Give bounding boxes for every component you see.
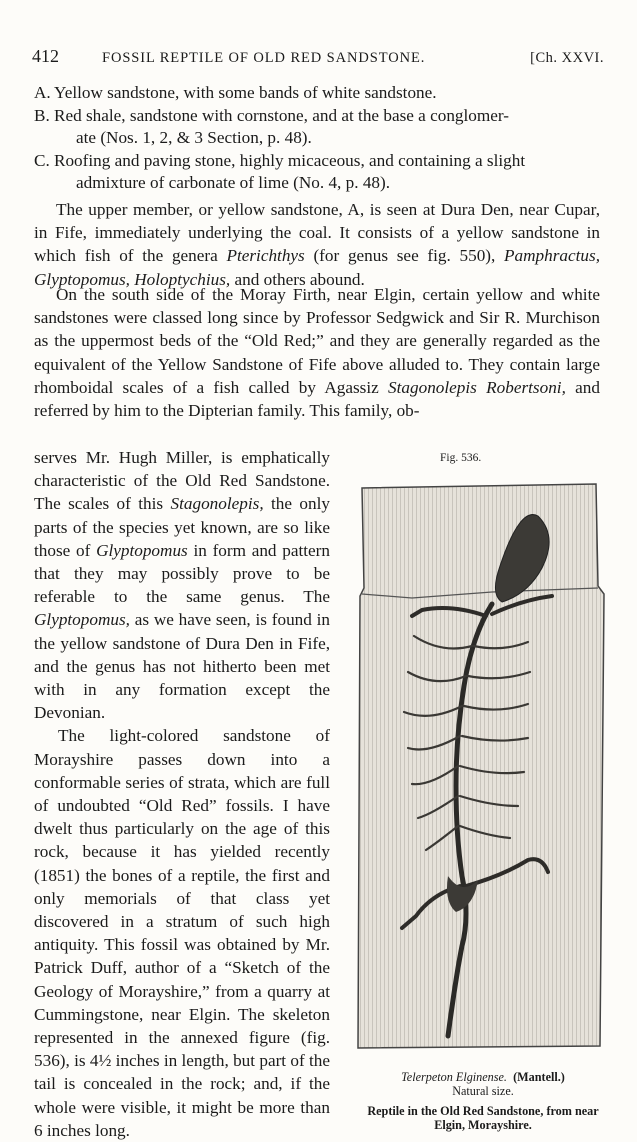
rock-slab bbox=[358, 484, 604, 1048]
species-name: Stagonolepis Robertsoni, bbox=[388, 377, 566, 397]
list-item-text: Yellow sandstone, with some bands of white sandstone. bbox=[54, 83, 437, 102]
strata-list bbox=[34, 82, 600, 195]
genus-names: Pamphractus, Glyptopomus, Holoptychius, bbox=[34, 246, 600, 289]
genus-name: Glyptopomus, bbox=[34, 610, 130, 630]
chapter-label: [Ch. XXVI. bbox=[530, 50, 604, 66]
para-text: as we have seen, is found in the yellow sandstone of Dura Den in Fife, and the genus has not hitherto been met with in any formation except the Devonian. bbox=[34, 610, 330, 723]
caption-author: (Mantell.) bbox=[513, 1070, 565, 1084]
figure-label: Fig. 536. bbox=[440, 452, 482, 464]
genus-name: Stagonolepis, bbox=[170, 494, 264, 514]
list-item bbox=[34, 150, 600, 195]
genus-name: Pterichthys bbox=[226, 246, 305, 266]
running-title: FOSSIL REPTILE OF OLD RED SANDSTONE. bbox=[102, 50, 426, 66]
list-item-label: B. bbox=[34, 105, 50, 125]
list-item bbox=[34, 105, 600, 150]
text-column bbox=[34, 446, 330, 1142]
list-item-continuation: ate (Nos. 1, 2, & 3 Section, p. 48). bbox=[76, 128, 312, 147]
caption-size: Natural size. bbox=[452, 1084, 514, 1098]
caption-species: Telerpeton Elginense. bbox=[401, 1070, 507, 1084]
list-item bbox=[34, 82, 600, 105]
genus-name: Glyptopomus bbox=[96, 540, 188, 560]
figure-caption bbox=[352, 1070, 614, 1132]
para-text: the only parts of the species yet known, are so like those of bbox=[34, 494, 330, 560]
paragraph-moray-firth bbox=[34, 283, 600, 422]
para-text: and others abound. bbox=[230, 269, 365, 289]
para-text: (for genus see fig. 550), bbox=[304, 246, 505, 266]
list-item-label: C. bbox=[34, 150, 50, 170]
paragraph-dura-den bbox=[34, 198, 600, 291]
list-item-label: A. bbox=[34, 83, 51, 102]
list-item-continuation: admixture of carbonate of lime (No. 4, p. 48). bbox=[76, 173, 391, 192]
para-text: in form and pattern that they may possibly prove to be referable to the same genus. The bbox=[34, 540, 330, 607]
list-item-text: Red shale, sandstone with cornstone, and at the base a conglomer- bbox=[54, 105, 509, 125]
list-item-text: Roofing and paving stone, highly micaceous, and containing a slight bbox=[54, 150, 526, 170]
page-number: 412 bbox=[32, 46, 59, 66]
para-text: On the south side of the Moray Firth, near Elgin, certain yellow and white sandstones were classed long since by Professor Sedgwick and Sir R. Murchison as the uppermost beds of the “Old Red;” and they are generally regarded as the equivalent of the Yellow Sandstone of Fife above alluded to. They contain large rhomboidal scales of a fish called by Agassiz bbox=[34, 285, 600, 397]
para-text: The upper member, or yellow sandstone, A, is seen at Dura Den, near Cupar, in Fife, immediately underlying the coal. It consists of a yellow sandstone in which fish of the genera bbox=[34, 200, 600, 266]
para-text: and referred by him to the Dipterian family. This family, ob- bbox=[34, 377, 600, 421]
para-text: serves Mr. Hugh Miller, is emphatically characteristic of the Old Red Sandstone. The scales of this bbox=[34, 448, 330, 514]
paragraph-morayshire: The light-colored sandstone of Morayshire passes down into a conformable series of strata, which are full of undoubted “Old Red” fossils. I have dwelt thus particularly on the age of this rock, because it has yielded recently (1851) the bones of a reptile, the first and only memorials of that class yet discovered in a stratum of such high antiquity. This fossil was obtained by Mr. Patrick Duff, author of a “Sketch of the Geology of Morayshire,” from a quarry at Cummingstone, near Elgin. The skeleton represented in the annexed figure (fig. 536), is 4½ inches in length, but part of the tail is concealed in the rock; and, if the whole were visible, it might be more than 6 inches long. bbox=[34, 726, 330, 1140]
running-header bbox=[32, 46, 604, 67]
caption-description: Reptile in the Old Red Sandstone, from near Elgin, Morayshire. bbox=[367, 1104, 599, 1132]
fossil-plate-illustration bbox=[352, 476, 608, 1054]
